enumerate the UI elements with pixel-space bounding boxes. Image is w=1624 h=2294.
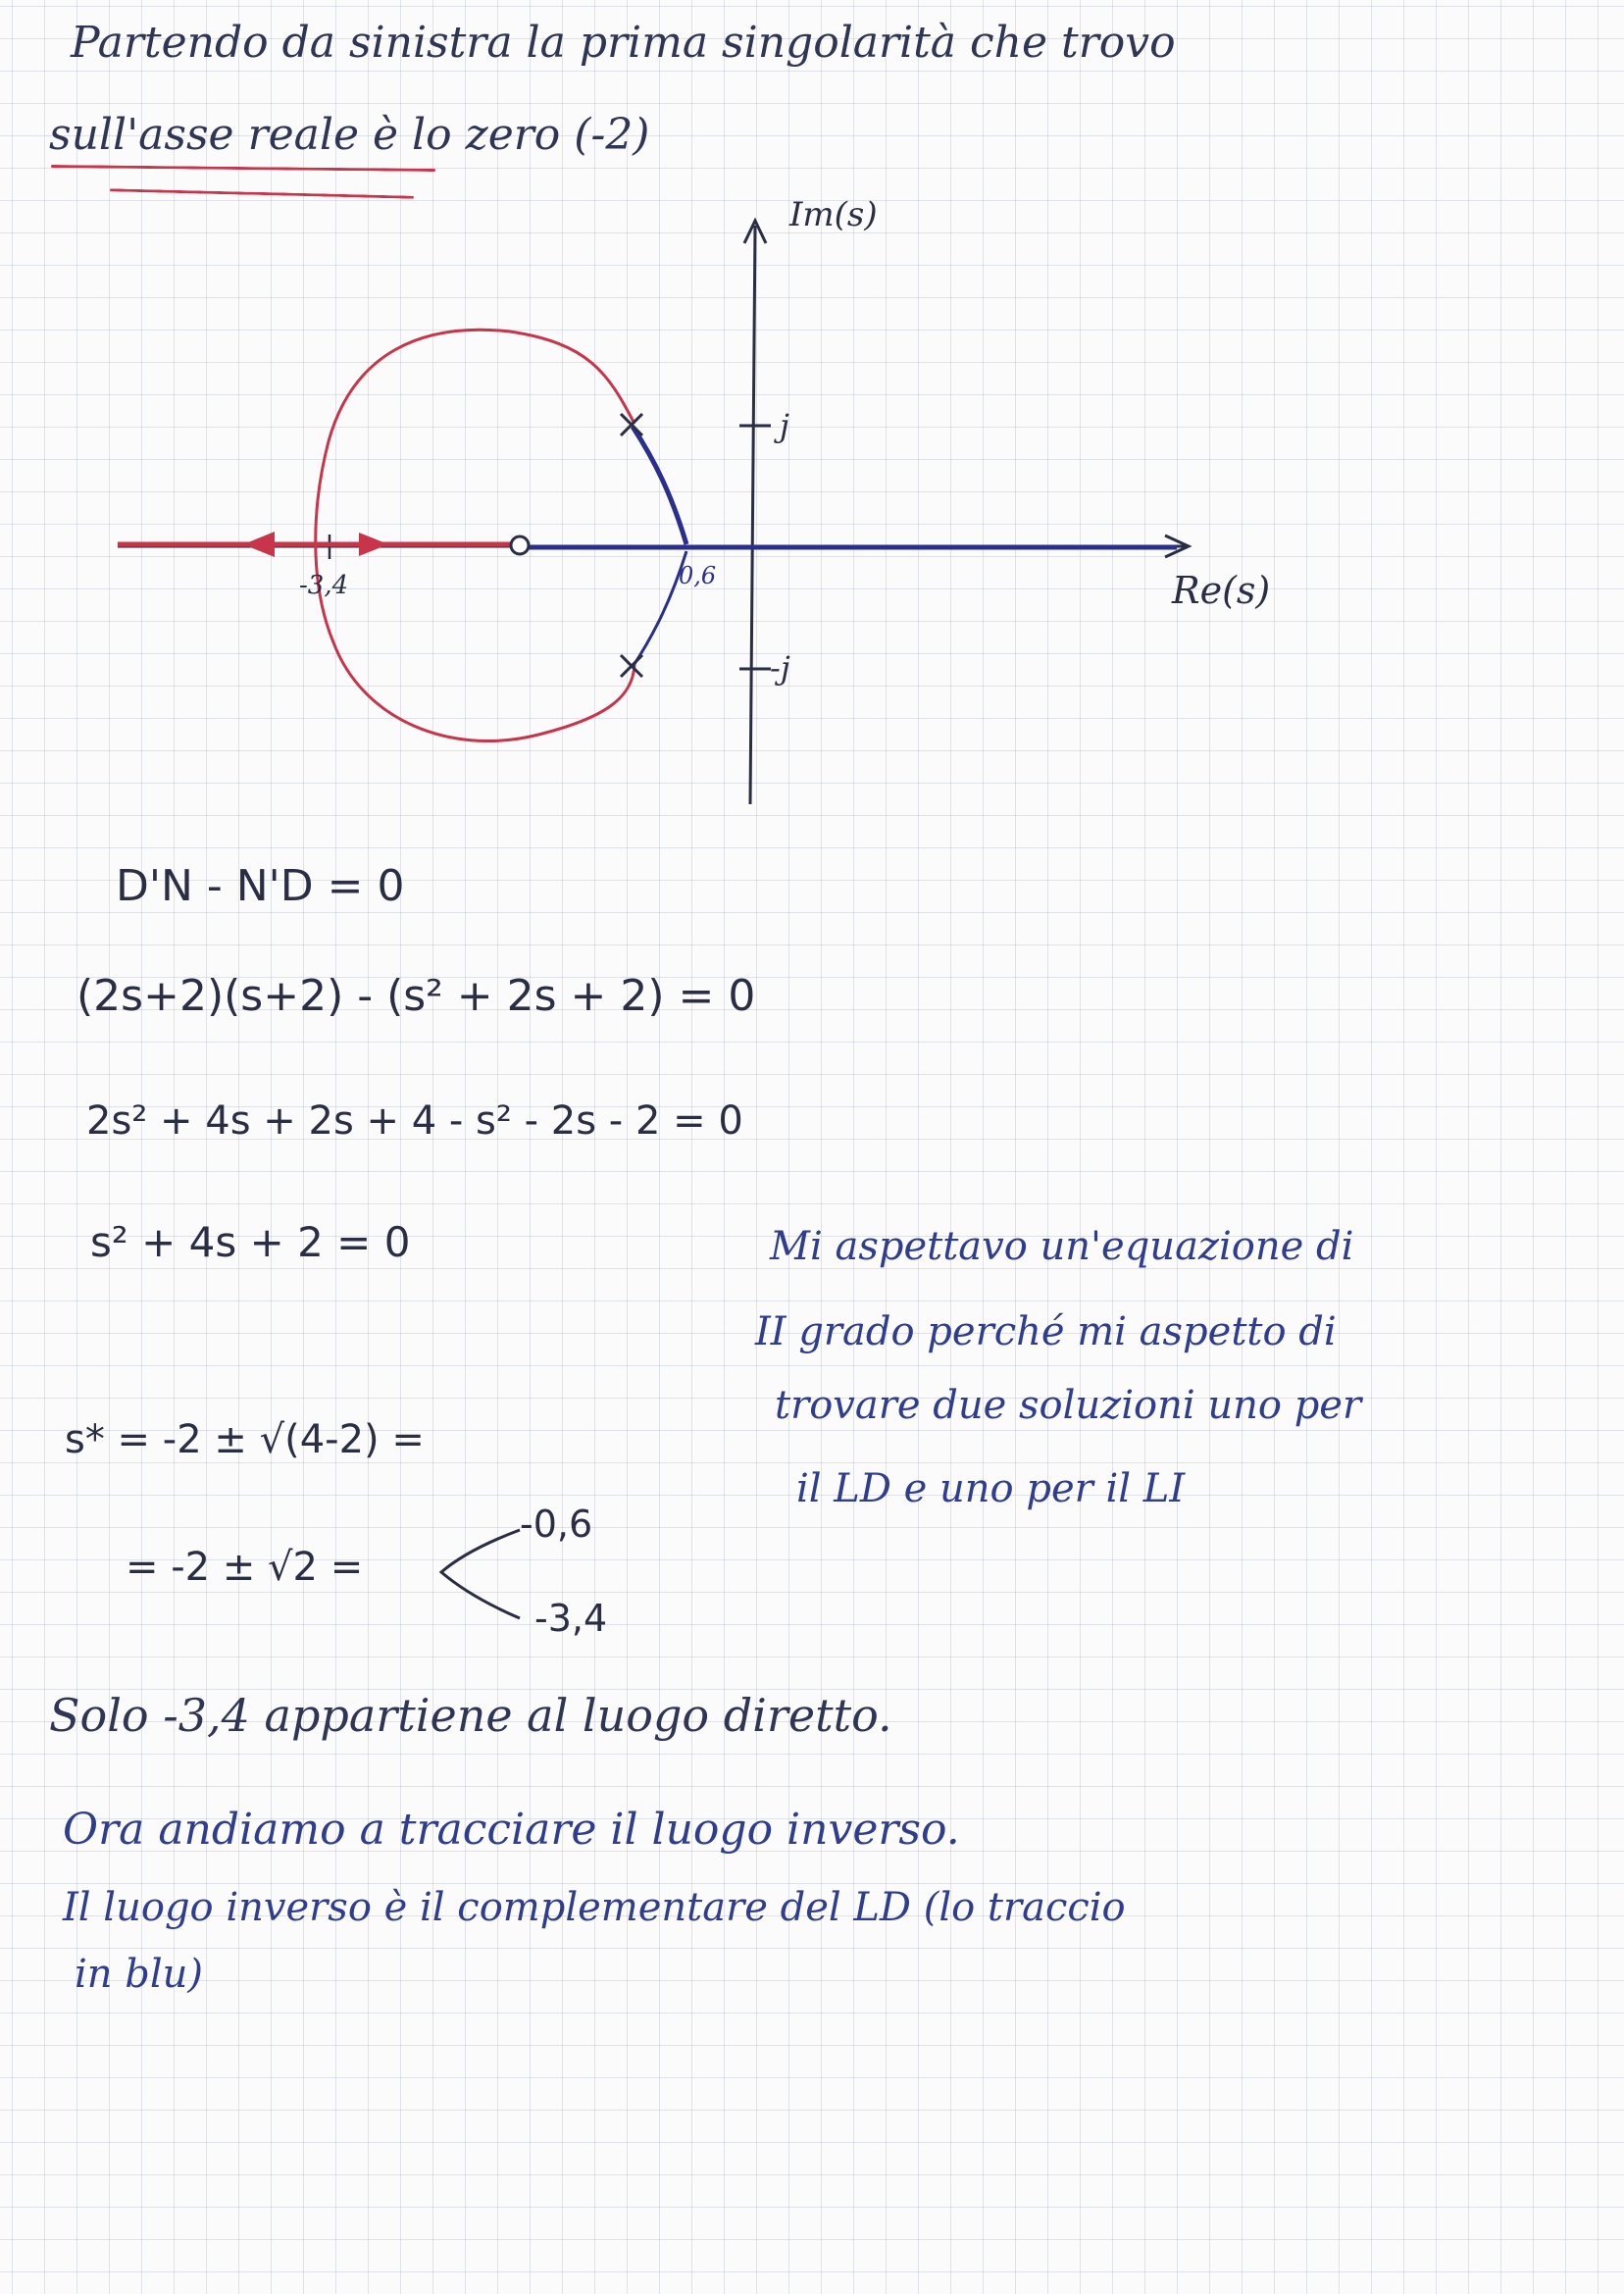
solution-line-2: = -2 ± √2 = xyxy=(126,1545,364,1590)
direct-arrow-left xyxy=(243,532,275,557)
note-line-1: Mi aspettavo un'equazione di xyxy=(770,1224,1354,1269)
conclusion-line-2: Ora andiamo a tracciare il luogo inverso. xyxy=(63,1805,960,1855)
axis-im-label: Im(s) xyxy=(789,196,878,234)
pole-lower xyxy=(621,655,642,677)
conclusion-line-1: Solo -3,4 appartiene al luogo diretto. xyxy=(49,1689,892,1742)
conclusion-line-3: Il luogo inverso è il complementare del LD (lo traccio xyxy=(63,1885,1126,1930)
equation-3: 2s² + 4s + 2s + 4 - s² - 2s - 2 = 0 xyxy=(86,1098,743,1144)
conclusion-line-4: in blu) xyxy=(75,1952,204,1997)
root-2: -3,4 xyxy=(534,1597,608,1640)
equation-4: s² + 4s + 2 = 0 xyxy=(90,1218,411,1266)
solution-line-1: s* = -2 ± √(4-2) = xyxy=(65,1417,425,1462)
breakaway-left-label: -3,4 xyxy=(299,571,349,600)
root-1: -0,6 xyxy=(520,1503,593,1546)
inverse-locus-upper xyxy=(633,427,686,544)
zero-marker xyxy=(511,536,529,554)
intro-underline-1 xyxy=(51,165,435,172)
intro-line-1: Partendo da sinistra la prima singolarità che trovo xyxy=(71,18,1176,68)
note-line-2: II grado perché mi aspetto di xyxy=(755,1309,1337,1354)
equation-1: D'N - N'D = 0 xyxy=(116,861,405,911)
note-line-3: trovare due soluzioni uno per xyxy=(775,1383,1362,1428)
equation-2: (2s+2)(s+2) - (s² + 2s + 2) = 0 xyxy=(76,971,756,1021)
axis-re-label: Re(s) xyxy=(1172,569,1271,612)
note-line-4: il LD e uno per il LI xyxy=(796,1466,1186,1511)
tick-j-label: j xyxy=(780,407,789,444)
breakaway-right-label: 0,6 xyxy=(679,562,717,589)
imag-axis xyxy=(750,226,755,804)
root-locus-plot xyxy=(98,196,1324,824)
tick-minus-j-label: -j xyxy=(770,649,790,687)
direct-arrow-right xyxy=(359,533,388,556)
solution-branch xyxy=(431,1515,530,1633)
intro-line-2: sull'asse reale è lo zero (-2) xyxy=(49,110,650,160)
